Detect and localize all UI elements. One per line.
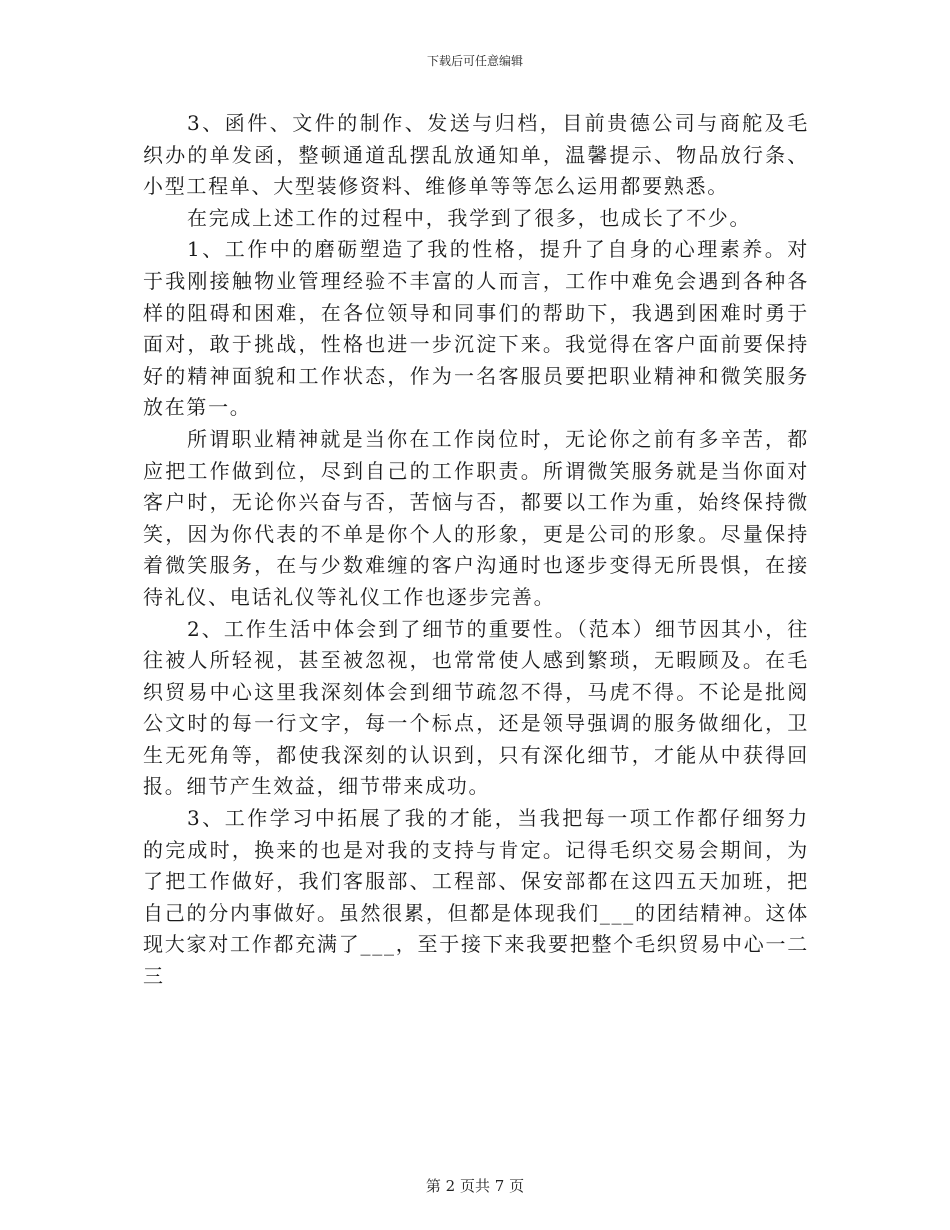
- page-number: 第 2 页共 7 页: [425, 1177, 525, 1195]
- paragraph-files: 3、函件、文件的制作、发送与归档，目前贵德公司与商舵及毛织办的单发函，整顿通道乱摆乱放通知单，温馨提示、物品放行条、小型工程单、大型装修资料、维修单等等怎么运用都要熟悉。: [143, 111, 809, 199]
- paragraph-character: 1、工作中的磨砺塑造了我的性格，提升了自身的心理素养。对于我刚接触物业管理经验不丰富的人而言，工作中难免会遇到各种各样的阻碍和困难，在各位领导和同事们的帮助下，我遇到困难时勇于面对，敢于挑战，性格也进一步沉淀下来。我觉得在客户面前要保持好的精神面貌和工作状态，作为一名客服员要把职业精神和微笑服务放在第一。: [143, 237, 809, 420]
- paragraph-professionalism: 所谓职业精神就是当你在工作岗位时，无论你之前有多辛苦，都应把工作做到位，尽到自己的工作职责。所谓微笑服务就是当你面对客户时，无论你兴奋与否，苦恼与否，都要以工作为重，始终保持微笑，因为你代表的不单是你个人的形象，更是公司的形象。尽量保持着微笑服务，在与少数难缠的客户沟通时也逐步变得无所畏惧，在接待礼仪、电话礼仪等礼仪工作也逐步完善。: [143, 426, 809, 609]
- document-body: [143, 108, 809, 993]
- paragraph-skills: 3、工作学习中拓展了我的才能，当我把每一项工作都仔细努力的完成时，换来的也是对我的支持与肯定。记得毛织交易会期间，为了把工作做好，我们客服部、工程部、保安部都在这四五天加班，把自己的分内事做好。虽然很累，但都是体现我们___的团结精神。这体现大家对工作都充满了___，至于接下来我要把整个毛织贸易中心一二三: [143, 806, 809, 989]
- paragraph-summary: 在完成上述工作的过程中，我学到了很多，也成长了不少。: [187, 205, 752, 230]
- paragraph-details: 2、工作生活中体会到了细节的重要性。（范本）细节因其小，往往被人所轻视，甚至被忽视，也常常使人感到繁琐，无暇顾及。在毛织贸易中心这里我深刻体会到细节疏忽不得，马虎不得。不论是批阅公文时的每一行文字，每一个标点，还是领导强调的服务做细化，卫生无死角等，都使我深刻的认识到，只有深化细节，才能从中获得回报。细节产生效益，细节带来成功。: [143, 616, 809, 799]
- page-header: 下载后可任意编辑: [426, 54, 523, 68]
